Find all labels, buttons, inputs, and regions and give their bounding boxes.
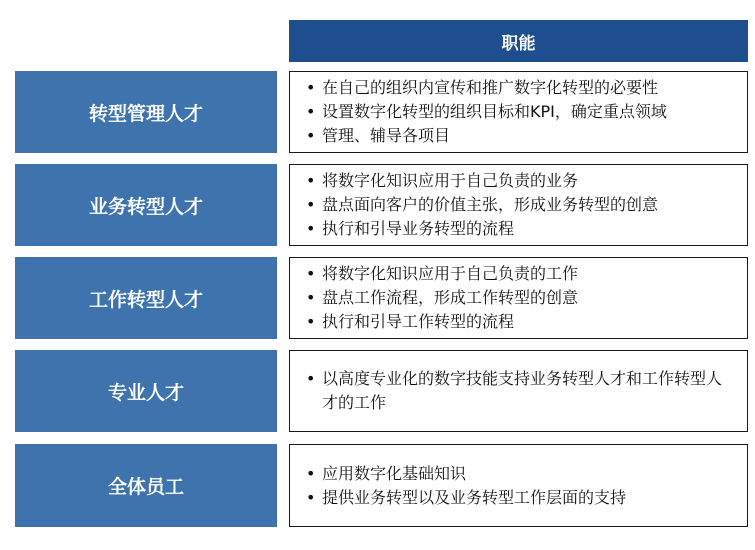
role-specialist: 专业人才 <box>15 350 277 432</box>
duties-box-transformation-management <box>289 71 748 153</box>
duty-item: • 在自己的组织内宣传和推广数字化转型的必要性 <box>304 76 737 100</box>
role-all-employees: 全体员工 <box>15 444 277 527</box>
duty-item: • 应用数字化基础知识 <box>304 462 737 486</box>
duty-item: • 将数字化知识应用于自己负责的工作 <box>304 262 737 286</box>
duties-column-header: 职能 <box>289 20 748 62</box>
duty-item: • 提供业务转型以及业务转型工作层面的支持 <box>304 486 737 510</box>
duty-item: • 执行和引导工作转型的流程 <box>304 310 737 334</box>
duty-item: • 将数字化知识应用于自己负责的业务 <box>304 169 737 193</box>
duty-item: • 设置数字化转型的组织目标和KPI，确定重点领域 <box>304 100 737 124</box>
duty-item: • 盘点工作流程，形成工作转型的创意 <box>304 286 737 310</box>
role-business-transformation: 业务转型人才 <box>15 164 277 246</box>
duty-item: • 以高度专业化的数字技能支持业务转型人才和工作转型人才的工作 <box>304 367 737 415</box>
duties-box-specialist <box>289 350 748 432</box>
duties-box-business-transformation <box>289 164 748 246</box>
duty-item: • 执行和引导业务转型的流程 <box>304 217 737 241</box>
role-transformation-management: 转型管理人才 <box>15 71 277 153</box>
duty-item: • 管理、辅导各项目 <box>304 124 737 148</box>
duty-item: • 盘点面向客户的价值主张，形成业务转型的创意 <box>304 193 737 217</box>
duties-box-work-transformation <box>289 257 748 339</box>
role-work-transformation: 工作转型人才 <box>15 257 277 339</box>
duties-box-all-employees <box>289 444 748 527</box>
